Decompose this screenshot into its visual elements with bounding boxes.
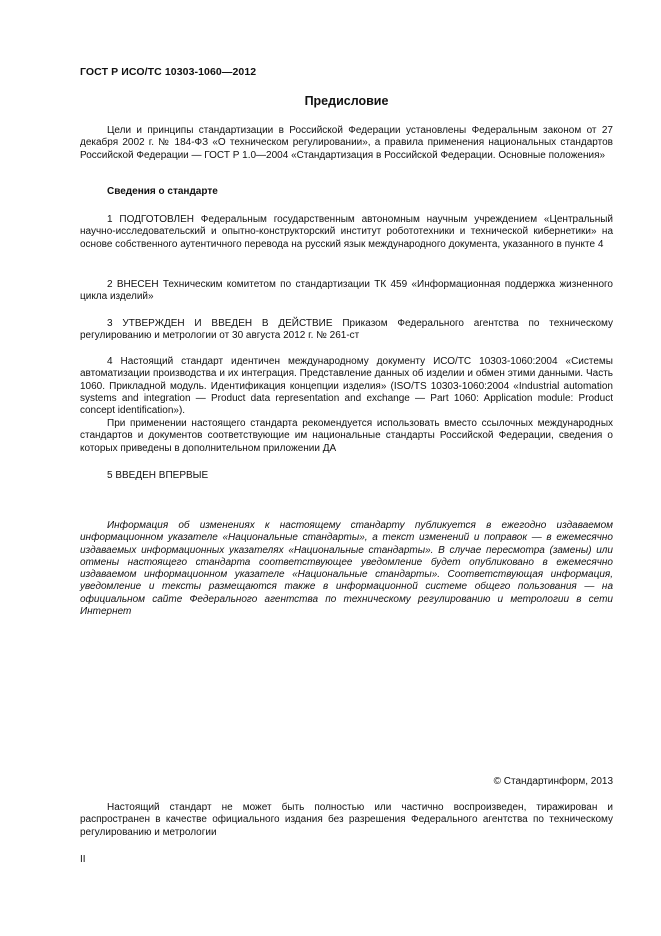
preface-title: Предисловие	[304, 94, 389, 108]
item-4-identical: 4 Настоящий стандарт идентичен международному документу ИСО/ТС 10303-1060:2004 «Системы автоматизации производства и их интеграция. Представление данных об изделии и обмен этими данными. Часть 1060. Прикладной модуль. Идентификация концепции изделия» (ISO/TS 10303-1060:2004 «Industrial automation systems and integration — Product data representation and exchange — Part 1060: Application module: Product concept identification»).	[80, 356, 613, 417]
item-3-approved: 3 УТВЕРЖДЕН И ВВЕДЕН В ДЕЙСТВИЕ Приказом Федерального агентства по техническому регулированию и метрологии от 30 августа 2012 г. № 261-ст	[80, 318, 613, 342]
preface-intro-paragraph: Цели и принципы стандартизации в Российской Федерации установлены Федеральным законом от 27 декабря 2002 г. № 184-ФЗ «О техническом регулировании», а правила применения национальных стандартов Российской Федерации — ГОСТ Р 1.0—2004 «Стандартизация в Российской Федерации. Основные положения»	[80, 125, 613, 161]
item-4-application-note: При применении настоящего стандарта рекомендуется использовать вместо ссылочных международных стандартов и документов соответствующие им национальные стандарты Российской Федерации, сведения о которых приведены в дополнительном приложении ДА	[80, 418, 613, 454]
item-1-prepared: 1 ПОДГОТОВЛЕН Федеральным государственным автономным научным учреждением «Центральный научно-исследовательский и опытно-конструкторский институт робототехники и технической кибернетики» на основе собственного аутентичного перевода на русский язык международного документа, указанного в пункте 4	[80, 214, 613, 250]
standard-info-heading: Сведения о стандарте	[107, 186, 218, 197]
item-2-submitted: 2 ВНЕСЕН Техническим комитетом по стандартизации ТК 459 «Информационная поддержка жизненного цикла изделий»	[80, 279, 613, 303]
change-notice-paragraph: Информация об изменениях к настоящему стандарту публикуется в ежегодно издаваемом информационном указателе «Национальные стандарты», а текст изменений и поправок — в ежемесячно издаваемых информационных указателях «Национальные стандарты». В случае пересмотра (замены) или отмены настоящего стандарта соответствующее уведомление будет опубликовано в ежемесячно издаваемом информационном указателе «Национальные стандарты». Соответствующая информация, уведомление и тексты размещаются также в информационной системе общего пользования — на официальном сайте Федерального агентства по техническому регулированию и метрологии в сети Интернет	[80, 520, 613, 618]
document-header-id: ГОСТ Р ИСО/ТС 10303-1060—2012	[80, 66, 257, 78]
item-5-introduced: 5 ВВЕДЕН ВПЕРВЫЕ	[107, 470, 209, 481]
copyright-line: © Стандартинформ, 2013	[493, 776, 613, 787]
reproduction-notice: Настоящий стандарт не может быть полностью или частично воспроизведен, тиражирован и распространен в качестве официального издания без разрешения Федерального агентства по техническому регулированию и метрологии	[80, 802, 613, 838]
page-number: II	[80, 854, 86, 865]
